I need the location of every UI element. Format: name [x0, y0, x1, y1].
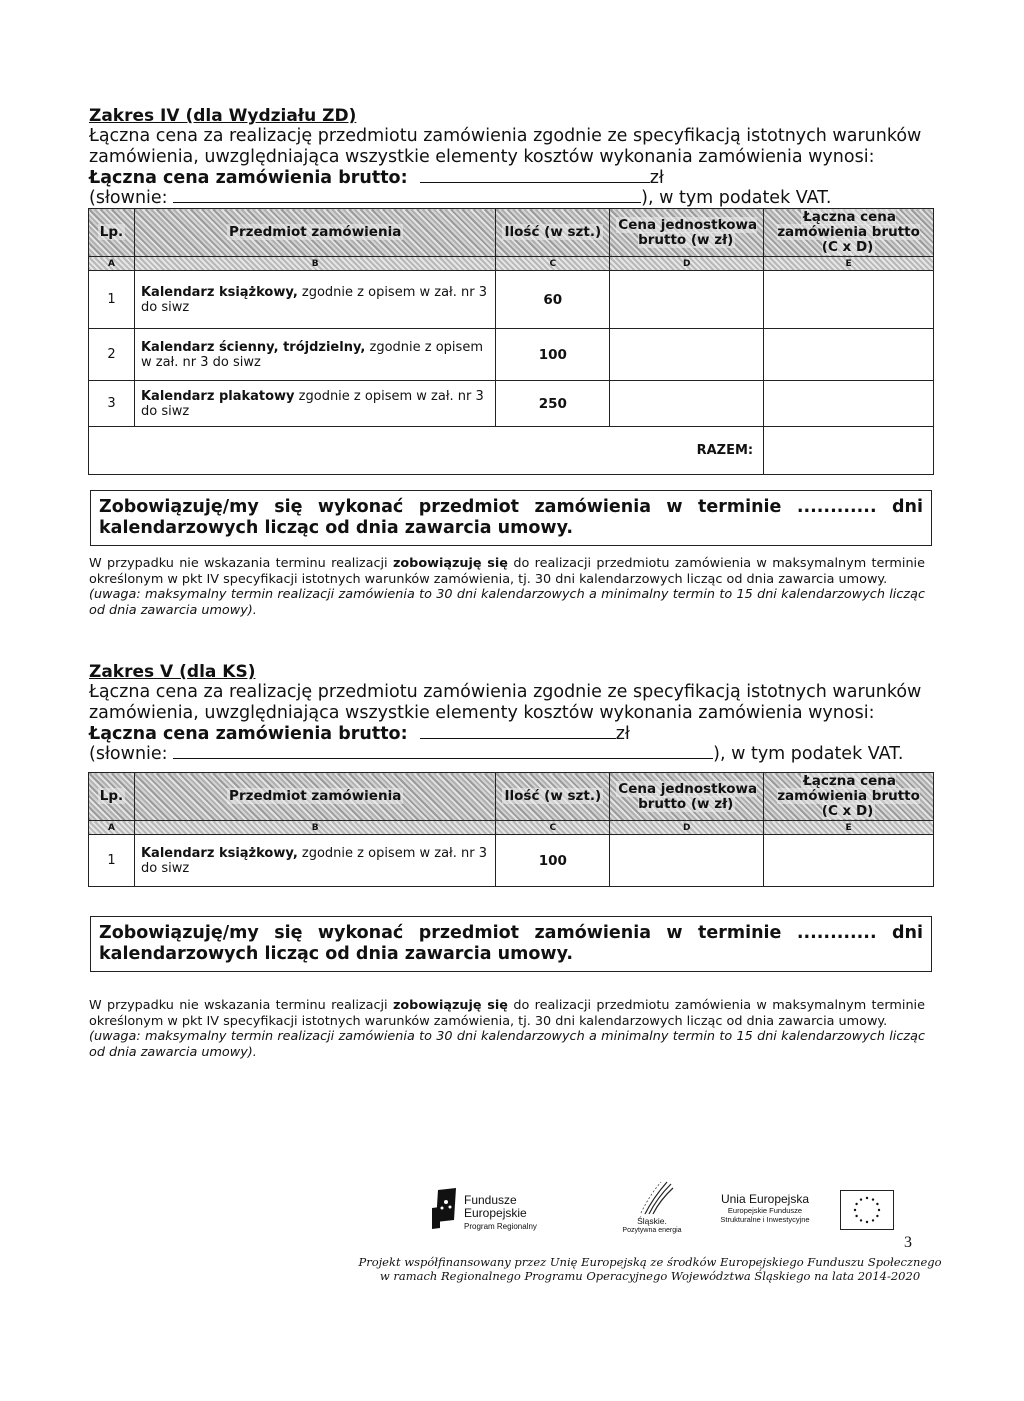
eu-stars-icon	[841, 1191, 893, 1229]
slaskie-logo	[612, 1180, 692, 1236]
section-4-intro-line-1: Łączna cena za realizację przedmiotu zamówienia zgodnie ze specyfikacją istotnych warunków	[89, 126, 922, 146]
row-total-price-field[interactable]	[764, 835, 934, 887]
section-5-heading: Zakres V (dla KS)	[89, 662, 256, 682]
project-funding-note	[330, 1255, 970, 1283]
fe-logo	[430, 1188, 580, 1232]
section-4-price-table	[88, 208, 934, 475]
row-total-price-field[interactable]	[764, 381, 934, 427]
row-number: 1	[89, 271, 135, 329]
header-unit-price: Cena jednostkowa brutto (w zł)	[610, 209, 764, 257]
total-label: RAZEM:	[89, 427, 764, 475]
eu-logo-text	[700, 1192, 830, 1224]
fe-logo-line-3: Program Regionalny	[464, 1222, 537, 1231]
header-quantity: Ilość (w szt.)	[496, 209, 610, 257]
section-4-note-remark: (uwaga: maksymalny termin realizacji zamówienia to 30 dni kalendarzowych a minimalny termin to 15 dni kalendarzowych licząc od dnia zawarcia umowy).	[89, 587, 925, 618]
table-total-row	[89, 427, 934, 475]
section-5-intro	[89, 682, 939, 724]
row-unit-price-field[interactable]	[610, 329, 764, 381]
row-number: 2	[89, 329, 135, 381]
letter-d: D	[610, 257, 764, 271]
header-lp: Lp.	[89, 209, 135, 257]
project-line-1: Projekt współfinansowany przez Unię Europejską ze środków Europejskiego Funduszu Społecznego	[358, 1255, 942, 1269]
section-5-price-table	[88, 772, 934, 887]
header-lp: Lp.	[89, 773, 135, 821]
commitment-line-1: Zobowiązuję/my się wykonać przedmiot zamówienia w terminie ............ dni	[99, 923, 923, 943]
table-row	[89, 381, 934, 427]
letter-a: A	[89, 257, 135, 271]
letter-c: C	[496, 821, 610, 835]
section-5-intro-line-2: zamówienia, uwzględniająca wszystkie elementy kosztów wykonania zamówienia wynosi:	[89, 703, 875, 723]
table-letter-row	[89, 257, 934, 271]
row-item: Kalendarz książkowy, zgodnie z opisem w zał. nr 3 do siwz	[134, 271, 495, 329]
row-unit-price-field[interactable]	[610, 381, 764, 427]
slaskie-line-2: Pozytywna energia	[622, 1227, 682, 1234]
section-4-note: W przypadku nie wskazania terminu realizacji zobowiązuję się do realizacji przedmiotu zamówienia w maksymalnym terminie określonym w pkt IV specyfikacji istotnych warunków zamówienia, tj. 30 dni kalendarzowych licząc od dnia zawarcia umowy. (uwaga: maksymalny termin realizacji zamówienia to 30 dni kalendarzowych a minimalny termin to 15 dni kalendarzowych licząc od dnia zawarcia umowy).	[89, 556, 925, 618]
row-quantity: 100	[496, 835, 610, 887]
table-row	[89, 835, 934, 887]
row-unit-price-field[interactable]	[610, 271, 764, 329]
letter-c: C	[496, 257, 610, 271]
letter-b: B	[134, 821, 495, 835]
project-line-2: w ramach Regionalnego Programu Operacyjnego Województwa Śląskiego na lata 2014-2020	[379, 1269, 921, 1283]
table-header-row	[89, 773, 934, 821]
eu-line-3: Strukturalne i Inwestycyjne	[720, 1215, 810, 1224]
section-4-intro	[89, 126, 939, 168]
fe-logo-line-1: Fundusze	[464, 1193, 517, 1207]
currency-label: zł	[615, 724, 630, 744]
words-field[interactable]	[173, 744, 713, 759]
words-label: (słownie:	[89, 188, 168, 208]
commitment-line-2: kalendarzowych licząc od dnia zawarcia umowy.	[99, 944, 574, 964]
fe-flag-icon	[430, 1188, 458, 1230]
row-item: Kalendarz książkowy, zgodnie z opisem w zał. nr 3 do siwz	[134, 835, 495, 887]
row-total-price-field[interactable]	[764, 271, 934, 329]
total-price-label: Łączna cena zamówienia brutto:	[89, 168, 408, 188]
table-row	[89, 271, 934, 329]
words-suffix: ), w tym podatek VAT.	[713, 744, 904, 764]
row-unit-price-field[interactable]	[610, 835, 764, 887]
slaskie-line-1: Śląskie.	[637, 1216, 667, 1226]
currency-label: zł	[649, 168, 664, 188]
letter-e: E	[764, 257, 934, 271]
header-quantity: Ilość (w szt.)	[496, 773, 610, 821]
section-5-commitment-box	[90, 916, 932, 972]
eu-line-2: Europejskie Fundusze	[727, 1206, 803, 1215]
section-4-commitment-box	[90, 490, 932, 546]
row-item: Kalendarz plakatowy zgodnie z opisem w zał. nr 3 do siwz	[134, 381, 495, 427]
header-item: Przedmiot zamówienia	[134, 209, 495, 257]
row-quantity: 100	[496, 329, 610, 381]
header-total-price: Łączna cena zamówienia brutto (C x D)	[764, 209, 934, 257]
fe-logo-line-2: Europejskie	[464, 1206, 527, 1220]
table-row	[89, 329, 934, 381]
letter-b: B	[134, 257, 495, 271]
section-4-total-line	[89, 168, 664, 189]
row-total-price-field[interactable]	[764, 329, 934, 381]
table-header-row	[89, 209, 934, 257]
grand-total-field[interactable]	[764, 427, 934, 475]
header-item: Przedmiot zamówienia	[134, 773, 495, 821]
letter-a: A	[89, 821, 135, 835]
section-5-intro-line-1: Łączna cena za realizację przedmiotu zamówienia zgodnie ze specyfikacją istotnych warunków	[89, 682, 922, 702]
row-quantity: 250	[496, 381, 610, 427]
commitment-line-1: Zobowiązuję/my się wykonać przedmiot zamówienia w terminie ............ dni	[99, 497, 923, 517]
section-4-words-line	[89, 188, 831, 209]
page-number: 3	[904, 1234, 912, 1251]
eu-line-1: Unia Europejska	[720, 1192, 810, 1206]
row-number: 3	[89, 381, 135, 427]
row-item: Kalendarz ścienny, trójdzielny, zgodnie z opisem w zał. nr 3 do siwz	[134, 329, 495, 381]
row-number: 1	[89, 835, 135, 887]
letter-d: D	[610, 821, 764, 835]
section-5-words-line	[89, 744, 903, 765]
commitment-line-2: kalendarzowych licząc od dnia zawarcia umowy.	[99, 518, 574, 538]
header-unit-price: Cena jednostkowa brutto (w zł)	[610, 773, 764, 821]
header-total-price: Łączna cena zamówienia brutto (C x D)	[764, 773, 934, 821]
section-5-note-remark: (uwaga: maksymalny termin realizacji zamówienia to 30 dni kalendarzowych a minimalny termin to 15 dni kalendarzowych licząc od dnia zawarcia umowy).	[89, 1029, 925, 1060]
section-4-heading: Zakres IV (dla Wydziału ZD)	[89, 106, 357, 126]
table-letter-row	[89, 821, 934, 835]
total-price-field[interactable]	[420, 168, 650, 183]
words-suffix: ), w tym podatek VAT.	[641, 188, 832, 208]
words-label: (słownie:	[89, 744, 168, 764]
words-field[interactable]	[173, 188, 641, 203]
eu-flag-icon	[840, 1190, 894, 1230]
total-price-field[interactable]	[420, 724, 616, 739]
row-quantity: 60	[496, 271, 610, 329]
section-5-note: W przypadku nie wskazania terminu realizacji zobowiązuję się do realizacji przedmiotu zamówienia w maksymalnym terminie określonym w pkt IV specyfikacji istotnych warunków zamówienia, tj. 30 dni kalendarzowych licząc od dnia zawarcia umowy. (uwaga: maksymalny termin realizacji zamówienia to 30 dni kalendarzowych a minimalny termin to 15 dni kalendarzowych licząc od dnia zawarcia umowy).	[89, 998, 925, 1060]
total-price-label: Łączna cena zamówienia brutto:	[89, 724, 408, 744]
section-4-intro-line-2: zamówienia, uwzględniająca wszystkie elementy kosztów wykonania zamówienia wynosi:	[89, 147, 875, 167]
letter-e: E	[764, 821, 934, 835]
section-5-total-line	[89, 724, 630, 745]
slaskie-swoosh-icon	[627, 1180, 677, 1216]
